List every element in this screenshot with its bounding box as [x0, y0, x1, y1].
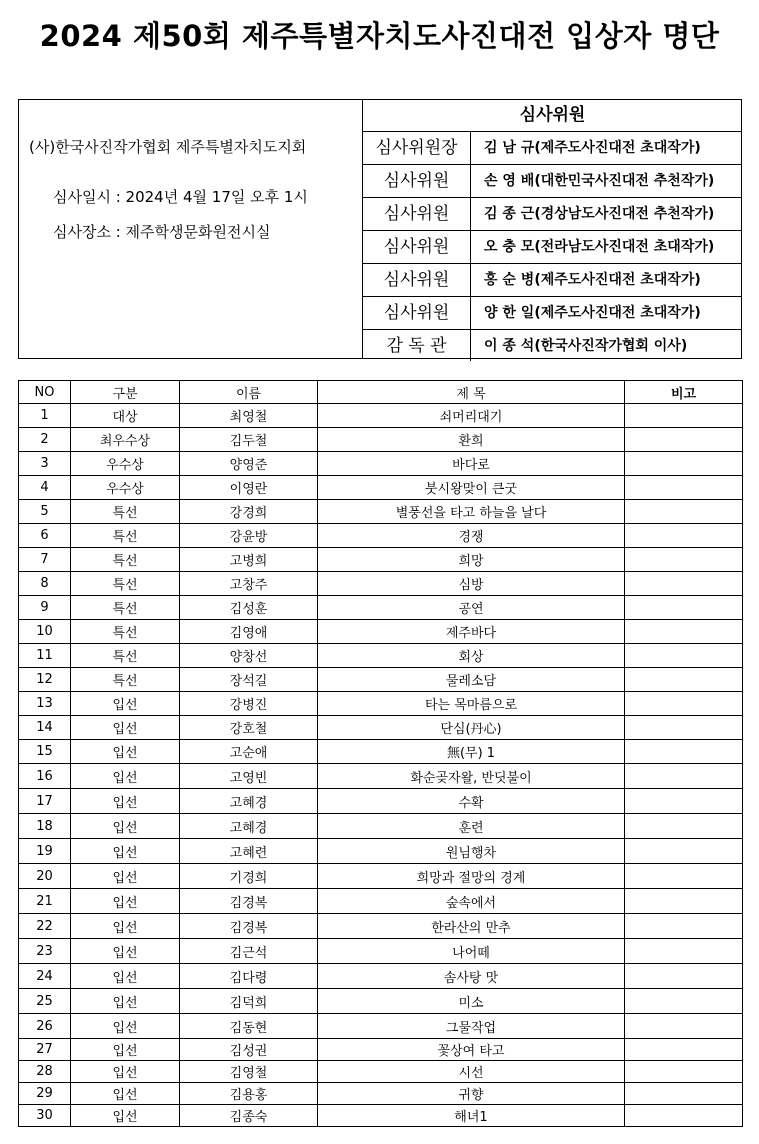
cell-note	[625, 914, 743, 939]
cell-name: 김덕희	[180, 989, 318, 1014]
info-box	[18, 99, 742, 359]
cell-note	[625, 1083, 743, 1105]
cell-no: 11	[19, 644, 71, 668]
cell-name: 김동현	[180, 1014, 318, 1039]
cell-title: 시선	[318, 1061, 625, 1083]
cell-no: 25	[19, 989, 71, 1014]
cell-category: 입선	[71, 789, 180, 814]
cell-no: 30	[19, 1105, 71, 1127]
table-row	[19, 716, 743, 740]
cell-note	[625, 839, 743, 864]
cell-no: 12	[19, 668, 71, 692]
table-row	[19, 964, 743, 989]
table-row	[19, 452, 743, 476]
cell-note	[625, 476, 743, 500]
cell-title: 물레소담	[318, 668, 625, 692]
judge-name: 김 종 근(경상남도사진대전 추천작가)	[484, 206, 715, 222]
cell-category: 입선	[71, 1014, 180, 1039]
cell-name: 고병희	[180, 548, 318, 572]
cell-note	[625, 548, 743, 572]
cell-name: 강병진	[180, 692, 318, 716]
cell-title: 타는 목마름으로	[318, 692, 625, 716]
cell-title: 경쟁	[318, 524, 625, 548]
table-row	[19, 404, 743, 428]
cell-note	[625, 500, 743, 524]
table-row	[19, 620, 743, 644]
cell-no: 2	[19, 428, 71, 452]
cell-note	[625, 524, 743, 548]
cell-title: 회상	[318, 644, 625, 668]
table-row	[19, 914, 743, 939]
cell-category: 입선	[71, 839, 180, 864]
cell-no: 7	[19, 548, 71, 572]
cell-no: 13	[19, 692, 71, 716]
column-header-category: 구분	[71, 381, 180, 404]
cell-category: 특선	[71, 548, 180, 572]
cell-note	[625, 620, 743, 644]
judge-row	[363, 231, 742, 264]
cell-category: 입선	[71, 1061, 180, 1083]
table-row	[19, 889, 743, 914]
cell-no: 8	[19, 572, 71, 596]
cell-no: 14	[19, 716, 71, 740]
cell-no: 19	[19, 839, 71, 864]
cell-no: 4	[19, 476, 71, 500]
cell-category: 입선	[71, 1105, 180, 1127]
cell-note	[625, 889, 743, 914]
cell-title: 수확	[318, 789, 625, 814]
judge-role: 심사위원	[363, 264, 471, 296]
judge-name: 김 남 규(제주도사진대전 초대작가)	[484, 140, 701, 156]
cell-title: 환희	[318, 428, 625, 452]
cell-note	[625, 404, 743, 428]
cell-name: 김두철	[180, 428, 318, 452]
cell-title: 쇠머리대기	[318, 404, 625, 428]
cell-title: 미소	[318, 989, 625, 1014]
table-row	[19, 524, 743, 548]
cell-note	[625, 964, 743, 989]
cell-note	[625, 814, 743, 839]
cell-title: 원님행차	[318, 839, 625, 864]
cell-category: 입선	[71, 1039, 180, 1061]
table-row	[19, 1014, 743, 1039]
cell-no: 22	[19, 914, 71, 939]
cell-name: 장석길	[180, 668, 318, 692]
cell-note	[625, 740, 743, 764]
cell-name: 김성훈	[180, 596, 318, 620]
table-row	[19, 500, 743, 524]
page-title: 2024 제50회 제주특별자치도사진대전 입상자 명단	[39, 19, 720, 53]
cell-title: 심방	[318, 572, 625, 596]
cell-name: 고영빈	[180, 764, 318, 789]
cell-no: 6	[19, 524, 71, 548]
column-header-name: 이름	[180, 381, 318, 404]
cell-name: 강윤방	[180, 524, 318, 548]
judge-row	[363, 165, 742, 198]
cell-no: 28	[19, 1061, 71, 1083]
cell-note	[625, 864, 743, 889]
table-row	[19, 989, 743, 1014]
column-header-no: NO	[19, 381, 71, 404]
cell-title: 화순곶자왈, 반딧불이	[318, 764, 625, 789]
table-row	[19, 572, 743, 596]
cell-note	[625, 1105, 743, 1127]
cell-name: 김근석	[180, 939, 318, 964]
cell-note	[625, 572, 743, 596]
cell-note	[625, 668, 743, 692]
cell-name: 양창선	[180, 644, 318, 668]
cell-category: 입선	[71, 914, 180, 939]
cell-category: 특선	[71, 668, 180, 692]
cell-title: 해녀1	[318, 1105, 625, 1127]
cell-category: 최우수상	[71, 428, 180, 452]
cell-name: 김용홍	[180, 1083, 318, 1105]
cell-no: 9	[19, 596, 71, 620]
cell-name: 양영준	[180, 452, 318, 476]
cell-name: 강경희	[180, 500, 318, 524]
cell-category: 입선	[71, 989, 180, 1014]
judge-row	[363, 330, 742, 361]
cell-name: 김다령	[180, 964, 318, 989]
cell-name: 이영란	[180, 476, 318, 500]
cell-title: 귀향	[318, 1083, 625, 1105]
judge-role: 심사위원	[363, 297, 471, 329]
table-row	[19, 1105, 743, 1127]
cell-title: 한라산의 만추	[318, 914, 625, 939]
cell-title: 제주바다	[318, 620, 625, 644]
cell-title: 無(무) 1	[318, 740, 625, 764]
cell-title: 공연	[318, 596, 625, 620]
cell-name: 김경복	[180, 914, 318, 939]
table-row	[19, 428, 743, 452]
judge-row	[363, 264, 742, 297]
cell-category: 우수상	[71, 452, 180, 476]
cell-note	[625, 1014, 743, 1039]
cell-name: 김영애	[180, 620, 318, 644]
table-row	[19, 814, 743, 839]
cell-title: 숲속에서	[318, 889, 625, 914]
table-row	[19, 1061, 743, 1083]
cell-no: 17	[19, 789, 71, 814]
cell-name: 고창주	[180, 572, 318, 596]
cell-category: 입선	[71, 939, 180, 964]
cell-category: 특선	[71, 644, 180, 668]
cell-name: 고혜경	[180, 789, 318, 814]
cell-title: 그물작업	[318, 1014, 625, 1039]
cell-name: 최영철	[180, 404, 318, 428]
judges-heading: 심사위원	[363, 100, 742, 132]
judge-name: 양 한 일(제주도사진대전 초대작가)	[484, 305, 701, 321]
judge-role: 심사위원장	[363, 132, 471, 164]
cell-category: 특선	[71, 500, 180, 524]
cell-no: 10	[19, 620, 71, 644]
cell-title: 희망과 절망의 경계	[318, 864, 625, 889]
cell-title: 희망	[318, 548, 625, 572]
judge-name: 이 종 석(한국사진작가협회 이사)	[484, 338, 688, 354]
cell-name: 고순애	[180, 740, 318, 764]
judges-panel	[362, 100, 742, 358]
table-row	[19, 476, 743, 500]
cell-title: 바다로	[318, 452, 625, 476]
cell-name: 기경희	[180, 864, 318, 889]
column-header-title: 제 목	[318, 381, 625, 404]
judge-name: 오 충 모(전라남도사진대전 초대작가)	[484, 239, 715, 255]
cell-category: 우수상	[71, 476, 180, 500]
table-row	[19, 548, 743, 572]
cell-title: 훈련	[318, 814, 625, 839]
cell-category: 대상	[71, 404, 180, 428]
table-row	[19, 939, 743, 964]
event-info	[19, 100, 362, 358]
cell-name: 김종숙	[180, 1105, 318, 1127]
cell-category: 입선	[71, 716, 180, 740]
cell-category: 입선	[71, 1083, 180, 1105]
column-header-note: 비고	[625, 381, 743, 404]
cell-name: 김성권	[180, 1039, 318, 1061]
cell-title: 붓시왕맞이 큰굿	[318, 476, 625, 500]
table-row	[19, 668, 743, 692]
cell-no: 23	[19, 939, 71, 964]
table-row	[19, 839, 743, 864]
table-row	[19, 692, 743, 716]
cell-name: 고혜련	[180, 839, 318, 864]
cell-note	[625, 428, 743, 452]
organization: (사)한국사진작가협회 제주특별자치도지회	[29, 138, 307, 156]
cell-no: 29	[19, 1083, 71, 1105]
cell-title: 솜사탕 맛	[318, 964, 625, 989]
judge-name: 홍 순 병(제주도사진대전 초대작가)	[484, 272, 701, 288]
cell-note	[625, 789, 743, 814]
cell-no: 18	[19, 814, 71, 839]
table-row	[19, 764, 743, 789]
cell-category: 특선	[71, 524, 180, 548]
cell-category: 입선	[71, 889, 180, 914]
table-row	[19, 1083, 743, 1105]
judge-role: 심사위원	[363, 231, 471, 263]
cell-note	[625, 692, 743, 716]
judge-row	[363, 132, 742, 165]
table-row	[19, 1039, 743, 1061]
cell-no: 27	[19, 1039, 71, 1061]
cell-no: 26	[19, 1014, 71, 1039]
table-body	[19, 404, 743, 1127]
judges-list	[363, 132, 742, 361]
cell-name: 김영철	[180, 1061, 318, 1083]
cell-category: 특선	[71, 620, 180, 644]
cell-no: 24	[19, 964, 71, 989]
judge-name: 손 영 배(대한민국사진대전 추천작가)	[484, 173, 715, 189]
cell-no: 5	[19, 500, 71, 524]
table-row	[19, 789, 743, 814]
winners-table	[18, 380, 743, 1127]
cell-category: 입선	[71, 864, 180, 889]
table-header-row	[19, 381, 743, 404]
judging-place: 심사장소 : 제주학생문화원전시실	[53, 223, 271, 241]
cell-note	[625, 764, 743, 789]
cell-title: 단심(丹心)	[318, 716, 625, 740]
table-row	[19, 864, 743, 889]
judge-role: 심사위원	[363, 165, 471, 197]
cell-name: 고혜경	[180, 814, 318, 839]
cell-note	[625, 1061, 743, 1083]
cell-note	[625, 1039, 743, 1061]
cell-category: 입선	[71, 764, 180, 789]
cell-name: 김경복	[180, 889, 318, 914]
cell-title: 나어떼	[318, 939, 625, 964]
cell-category: 입선	[71, 964, 180, 989]
cell-category: 특선	[71, 596, 180, 620]
cell-note	[625, 716, 743, 740]
judge-row	[363, 297, 742, 330]
cell-no: 1	[19, 404, 71, 428]
cell-no: 15	[19, 740, 71, 764]
cell-no: 16	[19, 764, 71, 789]
table-row	[19, 740, 743, 764]
cell-title: 별풍선을 타고 하늘을 날다	[318, 500, 625, 524]
table-row	[19, 644, 743, 668]
cell-category: 입선	[71, 692, 180, 716]
cell-no: 21	[19, 889, 71, 914]
cell-note	[625, 644, 743, 668]
cell-note	[625, 596, 743, 620]
judge-role: 감 독 관	[363, 330, 471, 361]
cell-category: 입선	[71, 740, 180, 764]
cell-category: 입선	[71, 814, 180, 839]
cell-name: 강호철	[180, 716, 318, 740]
cell-no: 20	[19, 864, 71, 889]
judging-date: 심사일시 : 2024년 4월 17일 오후 1시	[53, 188, 308, 206]
cell-note	[625, 989, 743, 1014]
judge-row	[363, 198, 742, 231]
cell-note	[625, 452, 743, 476]
cell-note	[625, 939, 743, 964]
cell-category: 특선	[71, 572, 180, 596]
judge-role: 심사위원	[363, 198, 471, 230]
table-row	[19, 596, 743, 620]
cell-title: 꽃상여 타고	[318, 1039, 625, 1061]
cell-no: 3	[19, 452, 71, 476]
